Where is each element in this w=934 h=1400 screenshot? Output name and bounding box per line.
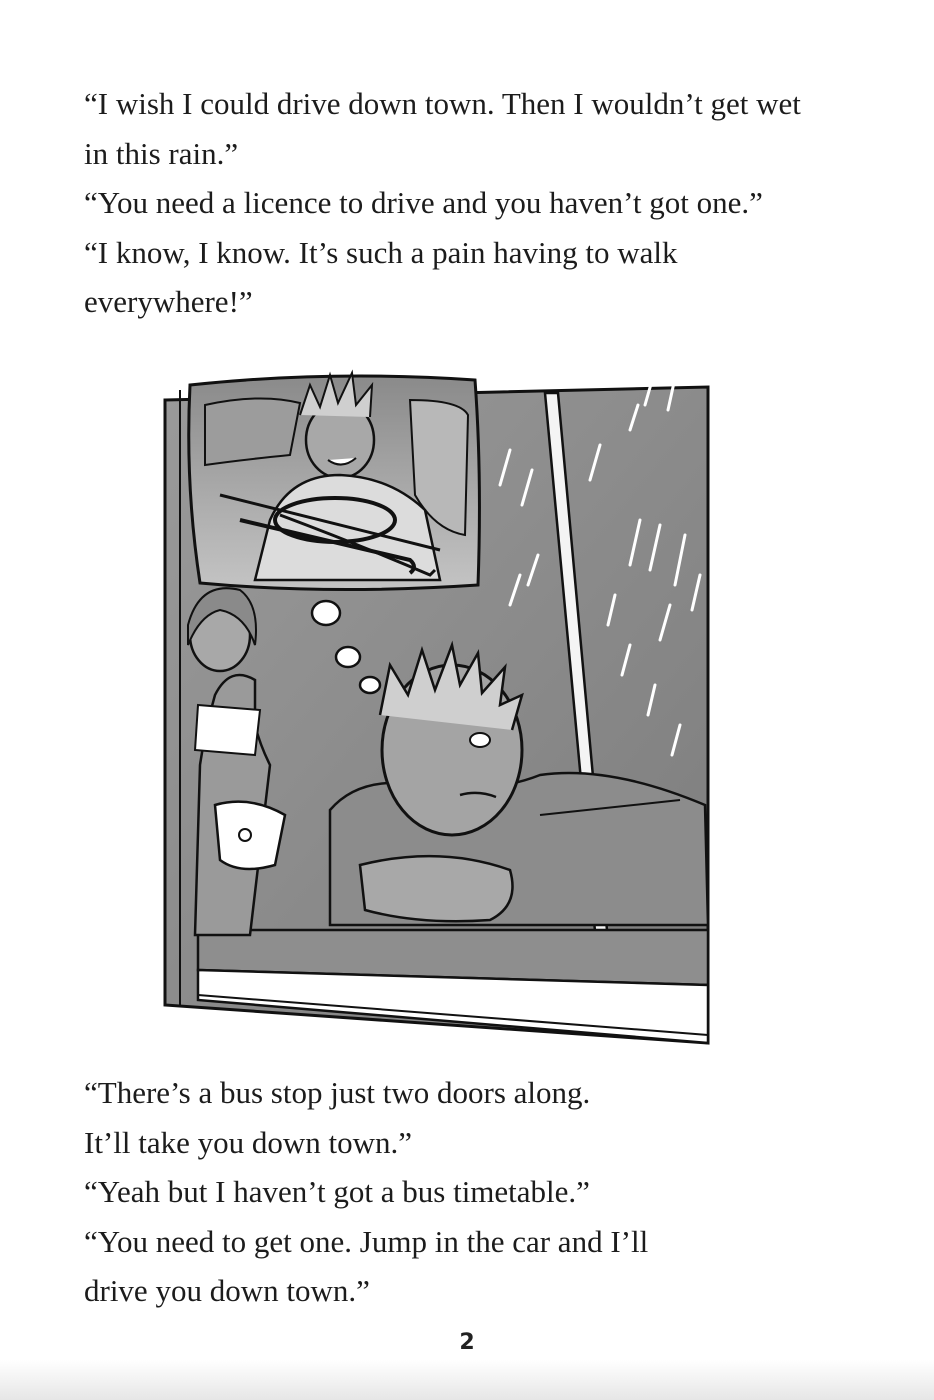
story-line: It’ll take you down town.” [84, 1124, 413, 1160]
story-line: “Yeah but I haven’t got a bus timetable.” [84, 1174, 590, 1209]
story-line: “You need to get one. Jump in the car and I’ll [84, 1223, 649, 1259]
story-line: “I wish I could drive down town. Then I wouldn’t get wet [84, 86, 801, 121]
page-number: 2 [459, 1330, 475, 1355]
story-line: in this rain.” [84, 135, 239, 171]
story-line: everywhere!” [84, 284, 253, 319]
story-text-bottom [84, 1068, 874, 1316]
story-line: drive you down town.” [84, 1273, 370, 1308]
story-line: “There’s a bus stop just two doors along. [84, 1075, 591, 1110]
story-text-top [84, 79, 874, 327]
page-edge-shadow [0, 1360, 934, 1400]
illustration-boy-at-rainy-window [160, 345, 720, 1045]
story-line: “I know, I know. It’s such a pain having to walk [84, 234, 678, 270]
story-line: “You need a licence to drive and you haven’t got one.” [84, 185, 763, 220]
